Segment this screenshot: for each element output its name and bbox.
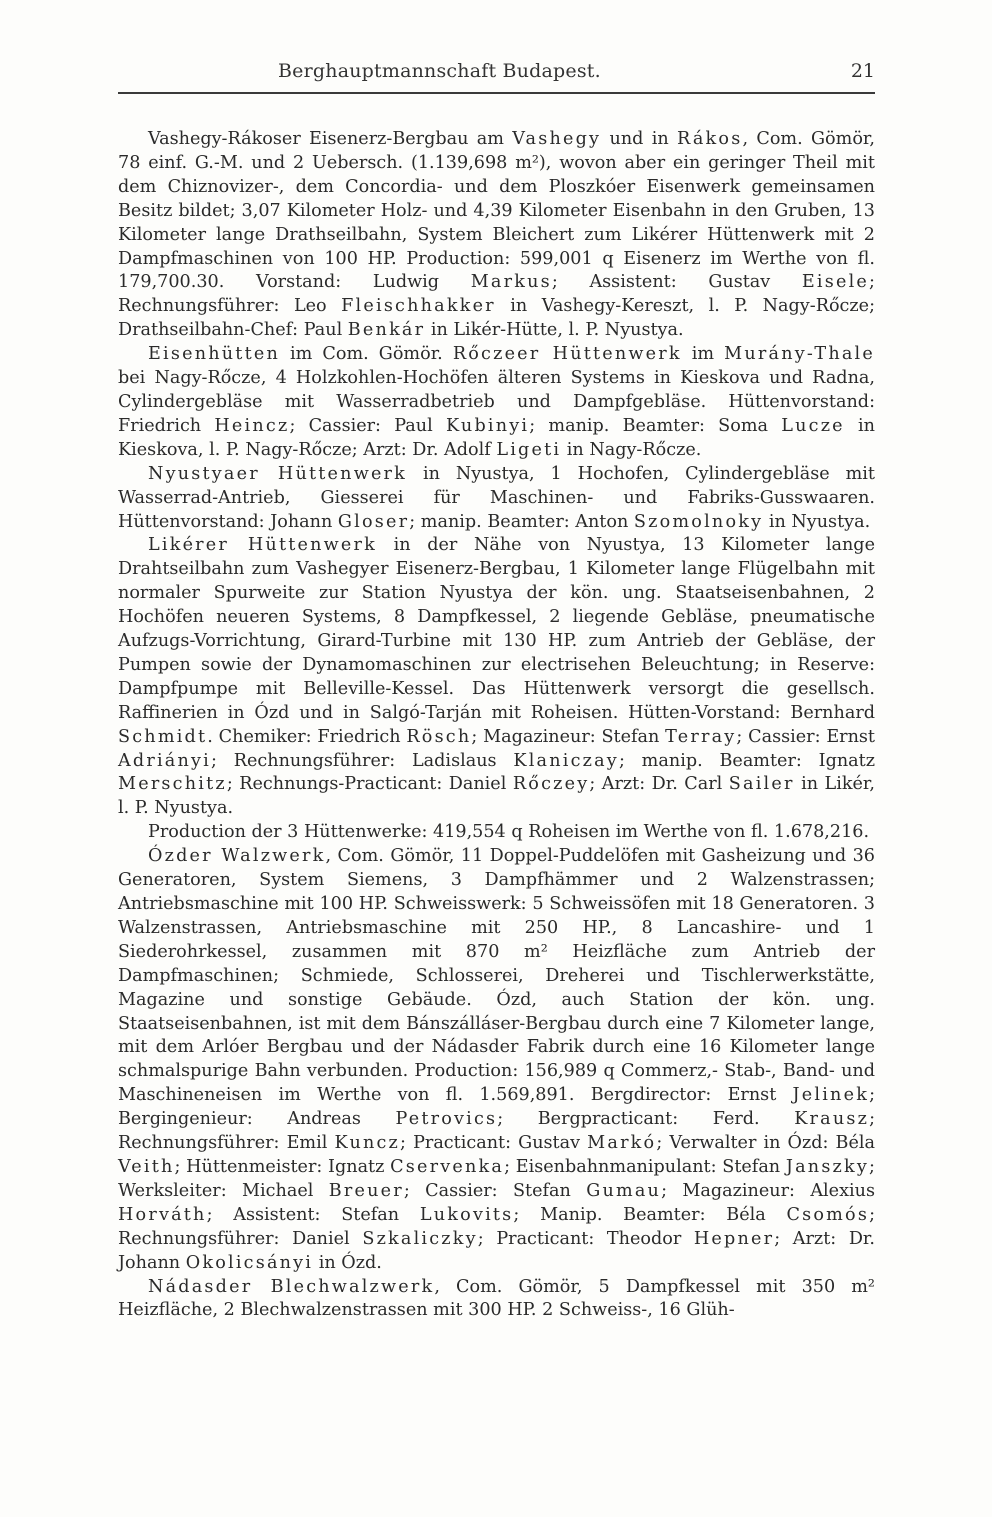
spaced-name: Terray: [665, 726, 737, 747]
spaced-name: Janszky: [785, 1156, 870, 1177]
spaced-name: Petrovics: [395, 1109, 498, 1130]
text-run: ; Werksleiter: Michael: [118, 1156, 875, 1201]
text-run: und in: [601, 129, 678, 149]
spaced-name: Ózder Walzwerk: [148, 846, 326, 867]
spaced-name: Markus: [470, 272, 552, 293]
text-run: ; Practicant: Gustav: [400, 1133, 588, 1154]
text-run: in Vashegy-Kereszt, l. P. Nagy-Rőcze; Drathseilbahn-Chef: Paul: [118, 296, 875, 341]
spaced-name: Merschitz: [118, 774, 227, 795]
text-run: in Kieskova, l. P. Nagy-Rőcze; Arzt: Dr. Adolf: [118, 415, 876, 460]
spaced-name: Klaniczay: [513, 750, 619, 771]
body-text: [118, 128, 875, 1323]
spaced-name: Schmidt: [118, 726, 208, 747]
spaced-name: Gloser: [337, 511, 410, 532]
text-run: ; Bergpracticant: Ferd.: [497, 1109, 795, 1130]
text-run: bei Nagy-Rőcze, 4 Holzkohlen-Hochöfen älteren Systems in Kieskova und Radna, Cylindergebläse mit Wasserradbetrieb und Dampfgebläse. Hüttenvorstand: Friedrich: [118, 368, 875, 436]
text-run: , Com. Gömör, 78 einf. G.-M. und 2 Uebersch. (1.139,698 m²), wovon aber ein geringer Theil mit dem Chiznovizer-, dem Concordia- und dem Ploszkóer Eisenwerk gemeinsamen Besitz bildet; 3,07 Kilometer Holz- und 4,39 Kilometer Eisenbahn in den Gruben, 13 Kilometer lange Drathseilbahn, System Bleichert zum Likérer Hüttenwerk mit 2 Dampfmaschinen von 100 HP. Production: 599,001 q Eisenerz im Werthe von fl. 179,700.30. Vorstand: Ludwig: [118, 129, 875, 293]
spaced-name: Rőczeer Hüttenwerk: [452, 344, 682, 365]
spaced-name: Kuncz: [334, 1133, 401, 1154]
paragraph: [118, 1276, 875, 1324]
spaced-name: Krausz: [794, 1109, 870, 1130]
text-run: ; Cassier: Ernst: [736, 726, 876, 747]
spaced-name: Csomós: [786, 1204, 870, 1225]
text-run: in Ózd.: [313, 1252, 382, 1273]
paragraph: [118, 463, 875, 535]
spaced-name: Benkár: [347, 320, 426, 341]
paragraph: [118, 534, 875, 821]
text-run: ; Bergingenieur: Andreas: [118, 1085, 875, 1130]
spaced-name: Eisenhütten: [148, 344, 280, 365]
text-run: ; Rechnungsführer: Daniel: [118, 1204, 876, 1249]
spaced-name: Heincz: [214, 415, 290, 436]
spaced-name: Ligeti: [496, 439, 562, 460]
page-number: 21: [850, 60, 875, 82]
text-run: ; Cassier: Paul: [289, 415, 446, 436]
spaced-name: Adriányi: [118, 750, 211, 771]
text-run: ; Rechnungsführer: Emil: [118, 1109, 876, 1154]
text-run: ; Arzt: Dr. Johann: [118, 1228, 875, 1273]
page-header: [118, 52, 875, 94]
text-run: Vashegy-Rákoser Eisenerz-Bergbau am: [148, 129, 513, 149]
paragraph: [118, 128, 875, 343]
spaced-name: Vashegy: [512, 129, 602, 149]
text-run: ; Eisenbahnmanipulant: Stefan: [504, 1156, 786, 1177]
text-run: in Likér-Hütte, l. P. Nyustya.: [425, 320, 684, 341]
text-run: in Nagy-Rőcze.: [561, 439, 702, 460]
spaced-name: Sailer: [728, 774, 795, 795]
text-run: Production der 3 Hüttenwerke: 419,554 q Roheisen im Werthe von fl. 1.678,216.: [148, 822, 870, 843]
spaced-name: Hepner: [693, 1228, 775, 1249]
spaced-name: Gumau: [586, 1180, 662, 1201]
text-run: ; Arzt: Dr. Carl: [589, 774, 729, 795]
text-run: im: [681, 344, 725, 365]
spaced-name: Rákos: [677, 129, 743, 149]
text-run: ; Rechnungsführer: Ladislaus: [211, 750, 514, 771]
text-run: ; Assistent: Stefan: [206, 1204, 420, 1225]
spaced-name: Szomolnoky: [633, 511, 764, 532]
text-run: , Com. Gömör, 11 Doppel-Puddelöfen mit Gasheizung und 36 Generatoren, System Siemens, 3 Dampfhämmer und 2 Walzenstrassen; Antriebsmaschine mit 100 HP. Schweisswerk: 5 Schweissöfen mit 18 Generatoren. 3 Walzenstrassen, Antriebsmaschine mit 250 HP., 8 Lancashire- und 1 Siederohrkessel, zusammen mit 870 m² Heizfläche zum Antrieb der Dampfmaschinen; Schmiede, Schlosserei, Dreherei und Tischlerwerkstätte, Magazine und sonstige Gebäude. Ózd, auch Station der kön. ung. Staatseisenbahnen, ist mit dem Bánszálláser-Bergbau durch eine 7 Kilometer lange, mit dem Arlóer Bergbau und der Nádasder Fabrik durch eine 16 Kilometer lange schmalspurige Bahn verbunden. Production: 156,989 q Commerz,- Stab-, Band- und Maschineneisen im Werthe von fl. 1.569,891. Bergdirector: Ernst: [118, 846, 875, 1106]
spaced-name: Nyustyaer Hüttenwerk: [148, 463, 408, 484]
text-run: ; Magazineur: Stefan: [471, 726, 666, 747]
spaced-name: Murány-Thale: [724, 344, 875, 365]
text-run: ; Hüttenmeister: Ignatz: [174, 1156, 391, 1177]
text-run: ; Assistent: Gustav: [551, 272, 802, 293]
spaced-name: Likérer Hüttenwerk: [148, 535, 377, 556]
paragraph: [118, 343, 875, 463]
text-run: ; manip. Beamter: Soma: [529, 415, 782, 436]
spaced-name: Horváth: [118, 1204, 207, 1225]
spaced-name: Rőczey: [512, 774, 590, 795]
paragraph: [118, 845, 875, 1275]
spaced-name: Rösch: [406, 726, 472, 747]
text-run: in der Nähe von Nyustya, 13 Kilometer lange Drahtseilbahn zum Vashegyer Eisenerz-Bergbau, 1 Kilometer lange Flügelbahn mit normaler Spurweite zur Station Nyustya der kön. ung. Staatseisenbahnen, 2 Hochöfen neueren Systems, 8 Dampfkessel, 2 liegende Gebläse, pneumatische Aufzugs-Vorrichtung, Girard-Turbine mit 130 HP. zum Antrieb der Gebläse, der Pumpen sowie der Dynamomaschinen zur electrisehen Beleuchtung; in Reserve: Dampfpumpe mit Belleville-Kessel. Das Hüttenwerk versorgt die gesellsch. Raffinerien in Ózd und in Salgó-Tarján mit Roheisen. Hütten-Vorstand: Bernhard: [118, 535, 875, 723]
spaced-name: Szkaliczky: [362, 1228, 478, 1249]
spaced-name: Breuer: [328, 1180, 404, 1201]
spaced-name: Lucze: [781, 415, 845, 436]
spaced-name: Okolicsányi: [185, 1252, 314, 1273]
spaced-name: Markó: [587, 1133, 657, 1154]
spaced-name: Lukovits: [419, 1204, 514, 1225]
paragraph: [118, 821, 875, 845]
text-run: ; Cassier: Stefan: [403, 1180, 587, 1201]
text-run: ; manip. Beamter: Anton: [409, 511, 634, 532]
spaced-name: Cservenka: [390, 1156, 505, 1177]
spaced-name: Jelinek: [792, 1085, 870, 1106]
running-title: Berghauptmannschaft Budapest.: [278, 60, 601, 82]
spaced-name: Fleischhakker: [341, 296, 496, 317]
text-run: im Com. Gömör.: [280, 344, 453, 365]
text-run: ; Rechnungsführer: Leo: [118, 272, 875, 317]
text-run: ; Manip. Beamter: Béla: [513, 1204, 787, 1225]
text-run: ; Practicant: Theodor: [477, 1228, 694, 1249]
spaced-name: Veith: [118, 1156, 175, 1177]
text-run: in Nyustya, 1 Hochofen, Cylindergebläse mit Wasserrad-Antrieb, Giesserei für Maschinen- und Fabriks-Gusswaaren. Hüttenvorstand: Johann: [118, 463, 875, 532]
text-run: ; manip. Beamter: Ignatz: [618, 750, 875, 771]
text-run: in Nyustya.: [763, 511, 871, 532]
text-run: ; Verwalter in Ózd: Béla: [656, 1133, 876, 1154]
text-run: in Likér, l. P. Nyustya.: [118, 774, 875, 819]
spaced-name: Eisele: [801, 272, 870, 293]
spaced-name: Kubinyi: [445, 415, 530, 436]
text-run: ; Magazineur: Alexius: [661, 1180, 875, 1201]
text-run: , Com. Gömör, 5 Dampfkessel mit 350 m² Heizfläche, 2 Blechwalzenstrassen mit 300 HP. 2 Schweiss-, 16 Glüh-: [118, 1276, 875, 1321]
spaced-name: Nádasder Blechwalzwerk: [148, 1276, 435, 1297]
text-run: . Chemiker: Friedrich: [207, 726, 407, 747]
text-run: ; Rechnungs-Practicant: Daniel: [226, 774, 513, 795]
